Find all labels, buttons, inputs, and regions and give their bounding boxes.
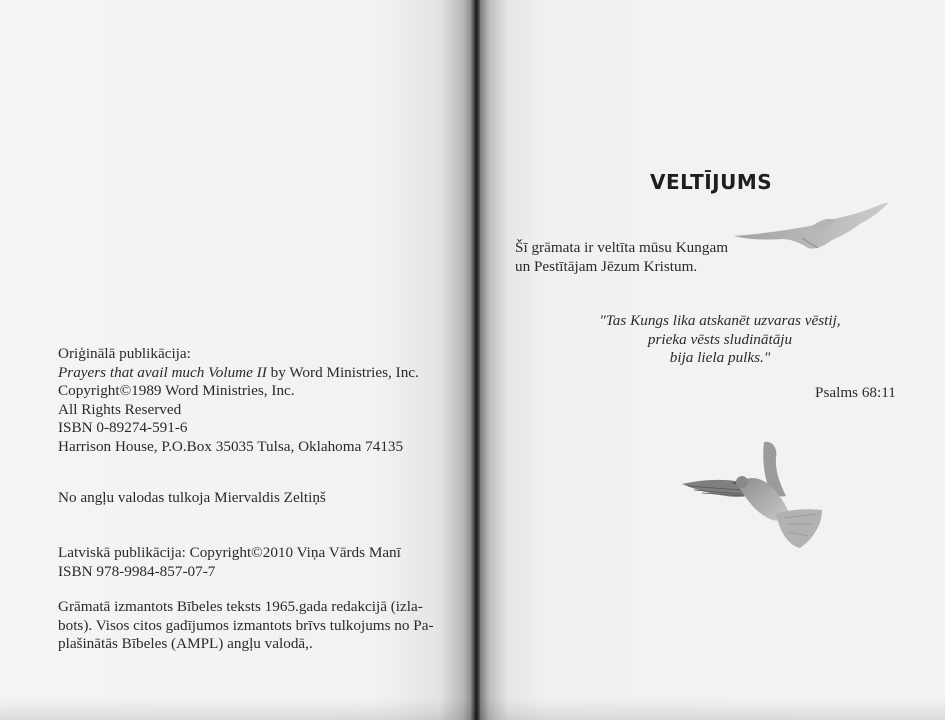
original-pub-title: Prayers that avail much Volume II	[58, 363, 267, 381]
dedication-line-1: Šī grāmata ir veltīta mūsu Kungam	[515, 239, 729, 256]
bible-note-line-3: plašinātās Bībeles (AMPL) angļu valodā,.	[58, 635, 313, 652]
publisher-address: Harrison House, P.O.Box 35035 Tulsa, Oklahoma 74135	[58, 437, 404, 455]
dove-icon	[680, 438, 830, 553]
original-publication-block	[58, 345, 419, 456]
flying-dove-icon	[732, 200, 892, 255]
translator-block	[58, 489, 326, 508]
quote-line-2: prieka vēsts sludinātāju	[647, 330, 793, 348]
original-pub-label: Oriģinālā publikācija:	[58, 345, 191, 362]
original-isbn: ISBN 0-89274-591-6	[58, 419, 188, 436]
rights-reserved: All Rights Reserved	[58, 400, 182, 418]
translator-line: No angļu valodas tulkoja Miervaldis Zeltiņš	[58, 489, 326, 506]
original-pub-publisher: by Word Ministries, Inc.	[266, 363, 419, 381]
quote-line-3: bija liela pulks."	[669, 349, 771, 366]
bible-note-line-2: bots). Visos citos gadījumos izmantots brīvs tulkojums no Pa-	[58, 616, 434, 634]
latvian-copyright: Latviskā publikācija: Copyright©2010 Viņa Vārds Manī	[58, 544, 401, 561]
latvian-isbn: ISBN 978-9984-857-07-7	[58, 562, 216, 580]
dedication-line-2: un Pestītājam Jēzum Kristum.	[515, 257, 698, 275]
bible-note-block	[58, 598, 434, 654]
page-title: VELTĪJUMS	[650, 170, 773, 194]
quote-line-1: "Tas Kungs lika atskanēt uzvaras vēstij,	[599, 312, 841, 329]
dedication-block	[515, 239, 728, 276]
scripture-reference: Psalms 68:11	[815, 384, 896, 401]
original-pub-title-line	[58, 364, 419, 383]
scripture-quote	[555, 312, 885, 368]
bible-note-line-1: Grāmatā izmantots Bībeles teksts 1965.gada redakcijā (izla-	[58, 598, 423, 615]
left-page	[0, 0, 472, 720]
original-copyright: Copyright©1989 Word Ministries, Inc.	[58, 382, 295, 399]
latvian-publication-block	[58, 544, 401, 581]
